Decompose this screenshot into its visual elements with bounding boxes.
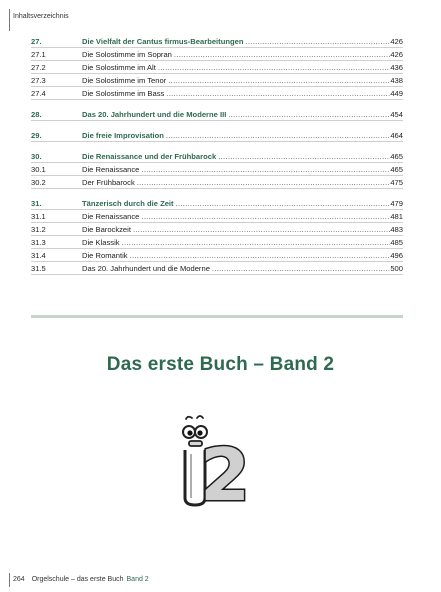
toc-page-number: 475 <box>390 177 403 187</box>
band-2-mascot-icon <box>172 410 262 510</box>
toc-number: 31.3 <box>31 237 46 247</box>
toc-chapter-row[interactable] <box>31 129 403 142</box>
toc-page-number: 436 <box>390 62 403 72</box>
toc-dot-leader <box>212 264 390 273</box>
toc-number: 31. <box>31 198 42 208</box>
toc-dot-leader <box>176 199 391 208</box>
toc-subsection-row[interactable] <box>31 87 403 100</box>
page-footer <box>13 576 149 583</box>
toc-number: 27.4 <box>31 88 46 98</box>
toc-title: Das 20. Jahrhundert und die Moderne III <box>82 109 227 119</box>
toc-subsection-row[interactable] <box>31 223 403 236</box>
toc-gap <box>31 100 403 108</box>
toc-subsection-row[interactable] <box>31 74 403 87</box>
logo-digit: 2 <box>200 433 251 510</box>
toc-dot-leader <box>122 238 391 247</box>
toc-dot-leader <box>168 76 390 85</box>
toc-number: 27. <box>31 36 42 46</box>
page-number: 264 <box>13 576 25 583</box>
toc-page-number: 485 <box>390 237 403 247</box>
toc-title: Die Renaissance <box>82 211 140 221</box>
toc-number: 30.2 <box>31 177 46 187</box>
toc-chapter-row[interactable] <box>31 197 403 210</box>
toc-gap <box>31 121 403 129</box>
toc-page-number: 496 <box>390 250 403 260</box>
toc-title: Die Klassik <box>82 237 120 247</box>
toc-dot-leader <box>218 152 390 161</box>
toc-gap <box>31 142 403 150</box>
toc-dot-leader <box>228 110 390 119</box>
toc-dot-leader <box>141 212 390 221</box>
toc-title: Die Solostimme im Alt <box>82 62 156 72</box>
toc-dot-leader <box>158 63 390 72</box>
toc-gap <box>31 189 403 197</box>
toc-number: 28. <box>31 109 42 119</box>
toc-number: 27.1 <box>31 49 46 59</box>
toc-chapter-row[interactable] <box>31 150 403 163</box>
toc-title: Die Romantik <box>82 250 128 260</box>
toc-subsection-row[interactable] <box>31 176 403 189</box>
toc-number: 30. <box>31 151 42 161</box>
toc-page-number: 454 <box>390 109 403 119</box>
toc-dot-leader <box>130 251 391 260</box>
toc-number: 27.3 <box>31 75 46 85</box>
toc-dot-leader <box>166 131 390 140</box>
toc-number: 31.5 <box>31 263 46 273</box>
section-title: Das erste Buch – Band 2 <box>106 354 335 375</box>
footer-band: Band 2 <box>126 576 149 583</box>
toc-page-number: 481 <box>390 211 403 221</box>
toc-subsection-row[interactable] <box>31 262 403 275</box>
toc-subsection-row[interactable] <box>31 249 403 262</box>
toc-chapter-row[interactable] <box>31 35 403 48</box>
toc-title: Tänzerisch durch die Zeit <box>82 198 174 208</box>
toc-title: Die Renaissance und der Frühbarock <box>82 151 217 161</box>
toc-chapter-row[interactable] <box>31 108 403 121</box>
footer-rule <box>9 573 10 587</box>
toc-dot-leader <box>137 178 391 187</box>
toc-dot-leader <box>133 225 390 234</box>
toc-page-number: 464 <box>390 130 403 140</box>
toc-subsection-row[interactable] <box>31 48 403 61</box>
toc-dot-leader <box>166 89 390 98</box>
toc-title: Die freie Improvisation <box>82 130 164 140</box>
toc-subsection-row[interactable] <box>31 210 403 223</box>
toc-title: Die Solostimme im Tenor <box>82 75 167 85</box>
toc-title: Das 20. Jahrhundert und die Moderne <box>82 263 210 273</box>
table-of-contents <box>31 35 403 275</box>
toc-number: 27.2 <box>31 62 46 72</box>
toc-number: 31.4 <box>31 250 46 260</box>
toc-dot-leader <box>245 37 390 46</box>
toc-number: 31.1 <box>31 211 46 221</box>
toc-page-number: 465 <box>390 164 403 174</box>
toc-page-number: 500 <box>390 263 403 273</box>
toc-page-number: 465 <box>390 151 403 161</box>
toc-subsection-row[interactable] <box>31 61 403 74</box>
toc-title: Die Renaissance <box>82 164 140 174</box>
toc-page-number: 449 <box>390 88 403 98</box>
toc-title: Die Vielfalt der Cantus firmus-Bearbeitungen <box>82 36 244 46</box>
header-rule <box>9 9 10 31</box>
toc-number: 30.1 <box>31 164 46 174</box>
toc-page-number: 483 <box>390 224 403 234</box>
toc-title: Die Barockzeit <box>82 224 131 234</box>
toc-number: 29. <box>31 130 42 140</box>
toc-page-number: 426 <box>390 36 403 46</box>
toc-dot-leader <box>141 165 390 174</box>
toc-title: Die Solostimme im Bass <box>82 88 165 98</box>
toc-page-number: 479 <box>390 198 403 208</box>
toc-title: Der Frühbarock <box>82 177 135 187</box>
toc-page-number: 426 <box>390 49 403 59</box>
running-header: Inhaltsverzeichnis <box>13 13 69 20</box>
toc-title: Die Solostimme im Sopran <box>82 49 172 59</box>
footer-book-title: Orgelschule – das erste Buch <box>31 576 124 583</box>
section-divider-band <box>31 315 403 318</box>
toc-subsection-row[interactable] <box>31 236 403 249</box>
toc-number: 31.2 <box>31 224 46 234</box>
toc-subsection-row[interactable] <box>31 163 403 176</box>
toc-page-number: 438 <box>390 75 403 85</box>
toc-dot-leader <box>174 50 390 59</box>
